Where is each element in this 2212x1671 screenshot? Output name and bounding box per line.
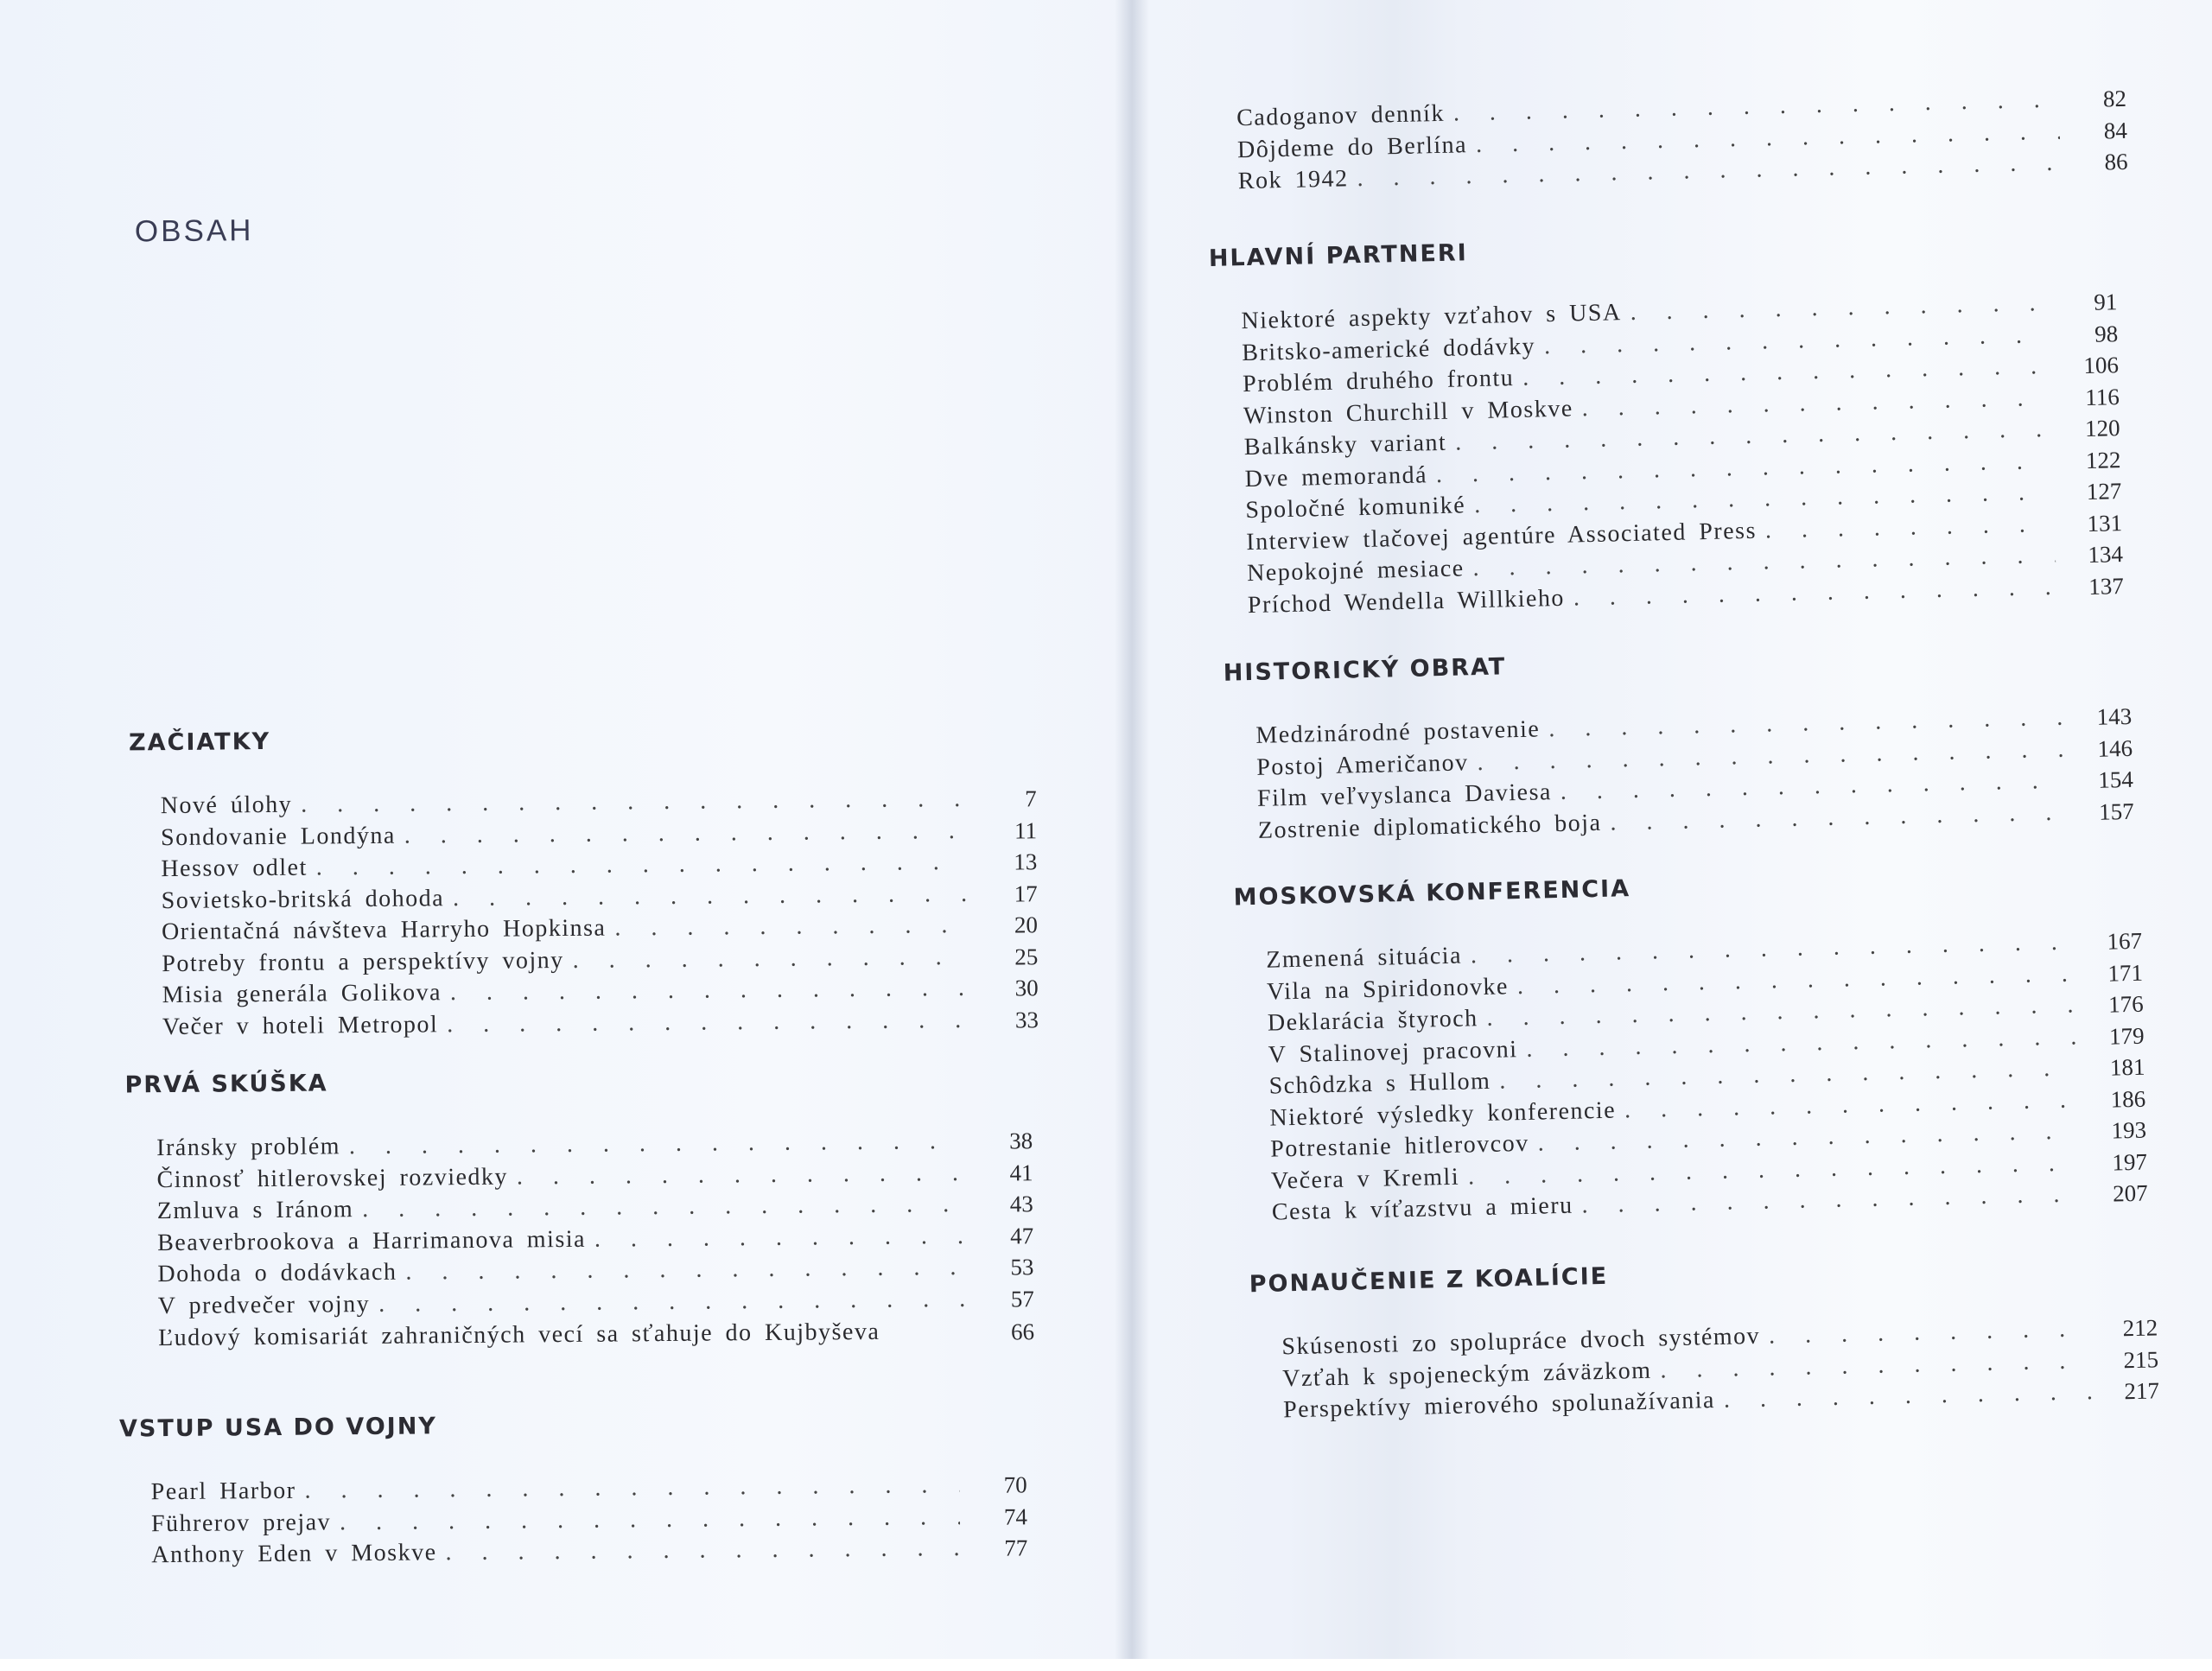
section-heading: VSTUP USA DO VOJNY <box>118 1413 438 1443</box>
entry-title: Niektoré výsledky konferencie <box>1269 1096 1617 1132</box>
entry-page: 77 <box>1004 1534 1028 1561</box>
entry-title: Iránsky problém <box>156 1133 341 1162</box>
entry-title: Misia generála Golikova <box>162 979 442 1009</box>
entry-page: 53 <box>1010 1254 1034 1280</box>
section-continued <box>1219 83 2128 198</box>
entry-page: 215 <box>2123 1345 2159 1373</box>
entry-title: Ľudový komisariát zahraničných vecí sa sťahuje do Kujbyševa <box>157 1318 880 1352</box>
dot-leader <box>453 878 970 914</box>
entry-page: 137 <box>2088 572 2125 600</box>
section-heading: PONAUČENIE Z KOALÍCIE <box>1249 1262 1609 1299</box>
entry-page: 122 <box>2085 446 2121 473</box>
entry-page: 74 <box>1003 1503 1028 1530</box>
dot-leader <box>378 1283 967 1319</box>
section-heading: ZAČIATKY <box>128 727 271 757</box>
entry-page: 127 <box>2086 478 2122 505</box>
entry-page: 7 <box>1025 785 1037 812</box>
entry-title: Nepokojné mesiace <box>1246 555 1465 588</box>
entry-page: 197 <box>2112 1148 2148 1176</box>
entry-page: 82 <box>2102 85 2127 112</box>
dot-leader <box>340 1502 960 1539</box>
entry-page: 167 <box>2107 927 2143 955</box>
entry-title: Potrestanie hitlerovcov <box>1269 1129 1529 1163</box>
entry-page: 91 <box>2093 289 2118 315</box>
entry-list <box>1241 286 2124 621</box>
entry-title: Rok 1942 <box>1237 165 1349 195</box>
entry-title: Sondovanie Londýna <box>160 822 396 851</box>
dot-leader <box>362 1189 966 1226</box>
entry-title: Balkánsky variant <box>1243 429 1447 461</box>
dot-leader <box>450 973 971 1009</box>
entry-page: 57 <box>1010 1285 1034 1312</box>
entry-title: V predvečer vojny <box>157 1290 371 1319</box>
toc-entry[interactable] <box>158 1314 1034 1355</box>
section-ponaucenie <box>1249 1250 2159 1426</box>
entry-page: 134 <box>2088 541 2124 568</box>
entry-list <box>156 1125 1034 1355</box>
entry-title: Interview tlačovej agentúre Associated Press <box>1245 517 1758 556</box>
entry-page: 86 <box>2104 148 2128 175</box>
entry-page: 157 <box>2098 797 2134 825</box>
section-prva-skuska <box>124 1064 1034 1355</box>
entry-title: Niektoré aspekty vzťahov s USA <box>1241 299 1622 335</box>
right-page <box>1113 0 2212 1671</box>
entry-page: 154 <box>2097 766 2134 793</box>
entry-title: Zmluva s Iránom <box>156 1196 354 1225</box>
entry-page: 70 <box>1003 1471 1027 1498</box>
toc-entry[interactable] <box>162 1004 1039 1043</box>
entry-title: Cadoganov denník <box>1236 99 1446 132</box>
entry-title: Orientačná návšteva Harryho Hopkinsa <box>161 914 607 946</box>
dot-leader <box>517 1157 966 1192</box>
entry-page: 120 <box>2084 415 2120 442</box>
section-moskovska-konferencia <box>1233 864 2148 1229</box>
entry-title: Beaverbrookova a Harrimanova misia <box>157 1225 587 1256</box>
entry-page: 116 <box>2084 383 2120 410</box>
dot-leader <box>405 1252 966 1288</box>
entry-title: Hessov odlet <box>161 854 308 883</box>
entry-page: 186 <box>2110 1085 2146 1113</box>
entry-title: Vila na Spiridonovke <box>1266 972 1510 1006</box>
entry-page: 193 <box>2111 1116 2147 1144</box>
entry-title: Schôdzka s Hullom <box>1268 1067 1491 1100</box>
section-hlavni-partneri <box>1209 225 2125 622</box>
entry-title: Zmenená situácia <box>1265 942 1463 974</box>
entry-page: 13 <box>1014 848 1038 875</box>
entry-page: 47 <box>1009 1222 1034 1249</box>
entry-title: Perspektívy mierového spolunažívania <box>1282 1387 1716 1424</box>
entry-list <box>161 783 1039 1043</box>
entry-page: 41 <box>1009 1159 1033 1186</box>
entry-title: Medzinárodné postavenie <box>1255 715 1541 749</box>
entry-title: Spoločné komuniké <box>1245 492 1466 524</box>
entry-page: 11 <box>1014 816 1038 843</box>
entry-title: Dve memorandá <box>1244 461 1428 492</box>
entry-page: 171 <box>2107 959 2144 987</box>
entry-title: Postoj Američanov <box>1255 748 1469 781</box>
entry-title: Anthony Eden v Moskve <box>151 1539 437 1569</box>
dot-leader <box>445 1533 960 1569</box>
entry-title: Britsko-americké dodávky <box>1242 332 1536 366</box>
entry-title: Vzťah k spojeneckým záväzkom <box>1281 1356 1652 1392</box>
dot-leader <box>573 941 971 976</box>
section-zaciatky <box>129 721 1039 1043</box>
entry-page: 84 <box>2103 117 2128 143</box>
entry-page: 25 <box>1014 943 1039 969</box>
entry-title: Dohoda o dodávkach <box>157 1258 397 1288</box>
section-vstup-usa <box>119 1407 1028 1572</box>
section-heading: HLAVNÍ PARTNERI <box>1208 239 1469 272</box>
entry-page: 212 <box>2122 1314 2158 1342</box>
entry-page: 66 <box>1010 1318 1035 1345</box>
entry-title: Činnosť hitlerovskej rozviedky <box>156 1163 509 1193</box>
entry-title: Deklarácia štyroch <box>1267 1005 1478 1037</box>
dot-leader <box>594 1220 966 1255</box>
entry-list <box>151 1469 1028 1571</box>
dot-leader <box>614 910 970 944</box>
entry-page: 181 <box>2109 1053 2145 1081</box>
entry-page: 143 <box>2096 702 2133 730</box>
entry-page: 30 <box>1014 975 1039 1001</box>
entry-title: Cesta k víťazstvu a mieru <box>1271 1191 1573 1226</box>
entry-title: Problém druhého frontu <box>1242 365 1515 398</box>
entry-page: 131 <box>2087 509 2123 537</box>
page-title: OBSAH <box>134 213 254 249</box>
entry-title: Film veľvyslanca Daviesa <box>1256 778 1553 812</box>
entry-title: V Stalinovej pracovni <box>1268 1035 1518 1069</box>
entry-page: 179 <box>2108 1022 2145 1050</box>
entry-page: 217 <box>2124 1377 2160 1405</box>
dot-leader <box>447 1004 971 1040</box>
section-historicky-obrat <box>1223 639 2134 848</box>
entry-title: Sovietsko-britská dohoda <box>161 884 445 914</box>
entry-title: Nové úlohy <box>160 791 293 820</box>
entry-list <box>1281 1312 2159 1426</box>
entry-title: Potreby frontu a perspektívy vojny <box>162 946 564 977</box>
entry-page: 33 <box>1014 1006 1039 1032</box>
entry-page: 43 <box>1009 1191 1033 1217</box>
toc-entry[interactable] <box>151 1532 1027 1571</box>
entry-page: 20 <box>1014 912 1039 938</box>
entry-title: Pearl Harbor <box>150 1477 296 1506</box>
entry-page: 17 <box>1014 880 1038 906</box>
section-heading: MOSKOVSKÁ KONFERENCIA <box>1233 875 1631 912</box>
entry-page: 38 <box>1009 1128 1033 1154</box>
entry-title: Dôjdeme do Berlína <box>1236 130 1468 163</box>
entry-title: Winston Churchill v Moskve <box>1243 394 1574 429</box>
section-heading: HISTORICKÝ OBRAT <box>1223 653 1507 687</box>
entry-page: 106 <box>2083 352 2120 379</box>
dot-leader <box>349 1126 965 1163</box>
entry-page: 176 <box>2107 990 2145 1018</box>
entry-page: 146 <box>2097 734 2133 762</box>
entry-page: 98 <box>2094 320 2119 347</box>
section-heading: PRVÁ SKÚŠKA <box>124 1070 328 1099</box>
entry-title: Večera v Kremli <box>1270 1163 1460 1195</box>
entry-title: Zostrenie diplomatického boja <box>1257 809 1602 844</box>
entry-list <box>1255 701 2134 847</box>
entry-title: Príchod Wendella Willkieho <box>1247 584 1566 619</box>
entry-page: 207 <box>2112 1179 2149 1207</box>
entry-title: Večer v hoteli Metropol <box>162 1010 439 1040</box>
entry-list <box>1266 925 2148 1229</box>
entry-list <box>1236 83 2128 198</box>
entry-title: Skúsenosti zo spolupráce dvoch systémov <box>1281 1322 1761 1361</box>
entry-title: Führerov prejav <box>150 1508 332 1537</box>
dot-leader <box>404 815 970 851</box>
